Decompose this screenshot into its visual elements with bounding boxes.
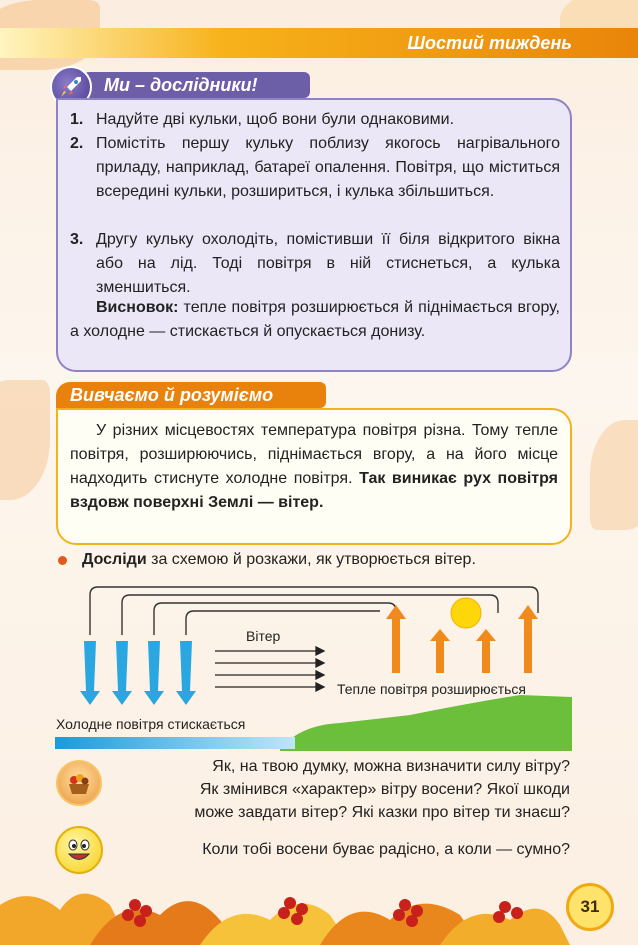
cold-air-arrows — [80, 641, 196, 705]
question-1-line: може завдати вітер? Які казки про вітер ти знаєш? — [194, 804, 570, 821]
item-number: 2. — [70, 135, 84, 152]
item-number: 3. — [70, 231, 84, 248]
autumn-leaves-footer — [0, 875, 638, 945]
section2-bold: Так виникає рух повітря вздовж поверхні Землі — вітер. — [70, 470, 558, 511]
task-bold: Досліди — [82, 551, 147, 568]
task-text — [82, 549, 476, 571]
list-item — [70, 132, 560, 204]
smiley-icon — [55, 826, 103, 874]
question-1 — [100, 755, 570, 824]
autumn-basket-icon — [56, 760, 102, 806]
section2-tab — [56, 382, 326, 408]
sun-icon — [451, 598, 481, 628]
conclusion — [70, 296, 560, 344]
bullet-dot — [58, 556, 67, 565]
wind-label: Вітер — [246, 628, 281, 644]
warm-ground-hill — [280, 695, 572, 751]
conclusion-label: Висновок: — [96, 299, 179, 316]
cold-air-label: Холодне повітря стискається — [56, 716, 246, 732]
cold-ground-bar — [55, 737, 295, 749]
item-number: 1. — [70, 111, 84, 128]
conclusion-text: тепле повітря розширюється й піднімається вгору, а холодне — стискається й опускається донизу. — [70, 299, 560, 340]
list-item — [70, 108, 560, 132]
list-item — [70, 228, 560, 300]
page-number: 31 — [566, 883, 614, 931]
header-title: Шостий тиждень — [407, 33, 572, 53]
task-rest: за схемою й розкажи, як утворюється вітер. — [146, 551, 476, 568]
item-text: Другу кульку охолодіть, помістивши її біля відкритого вікна або на лід. Тоді повітря в ній стиснеться, а кулька зменшиться. — [96, 231, 560, 296]
question-2: Коли тобі восени буває радісно, а коли — сумно? — [202, 841, 570, 858]
section2-text — [70, 419, 558, 515]
bg-leaf-left-mid — [0, 380, 50, 500]
section1-title: Ми – дослідники! — [104, 75, 258, 95]
item-text: Помістіть першу кульку поблизу якогось нагрівального приладу, наприклад, батареї опалення. Повітря, що міститься всередині кульки, розшириться, і кулька збільшиться. — [96, 135, 560, 200]
section2-body: У різних місцевостях температура повітря різна. Тому тепле повітря, розширюючись, піднімається вгору, а на його місце надходить стиснуте холодне повітря. — [70, 422, 558, 487]
section2-title: Вивчаємо й розуміємо — [70, 385, 274, 405]
warm-air-label: Тепле повітря розширюється — [337, 681, 527, 697]
wind-arrows — [215, 647, 324, 691]
question-1-line: Як змінився «характер» вітру восени? Якої шкоди — [199, 781, 570, 798]
bg-leaf-right-mid — [590, 420, 638, 530]
item-text: Надуйте дві кульки, щоб вони були однаковими. — [96, 111, 455, 128]
section1-tab — [76, 72, 310, 98]
question-1-line: Як, на твою думку, можна визначити силу вітру? — [212, 758, 570, 775]
